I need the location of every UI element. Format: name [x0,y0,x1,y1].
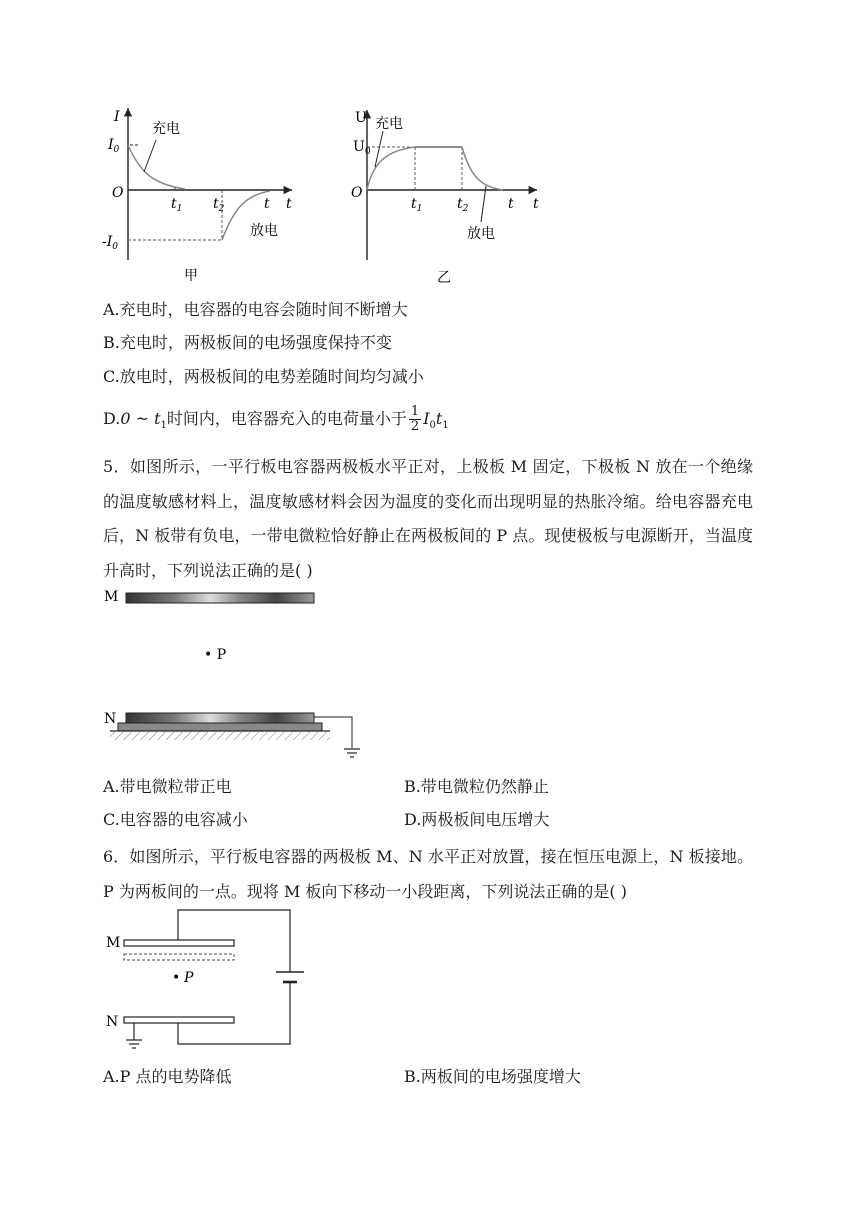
plate-m-moved-outline [124,954,234,960]
y-axis-label: U [355,110,367,126]
discharge-curve [462,147,503,190]
caption-yi: 乙 [437,270,451,286]
plate-m-label: M [104,589,119,605]
t-mid-label: t [508,196,514,212]
discharge-label: 放电 [467,226,495,242]
t-end-label: t [264,196,270,212]
point-p-label: • P [204,647,227,663]
t1-label: $t_1$ [171,196,183,214]
fraction-one-half: $\frac{1}{2}$ [410,404,420,434]
q5-option-b: B.带电微粒仍然静止 [404,777,549,796]
point-p-label: P [184,970,194,986]
temperature-material [118,723,322,731]
origin-label: O [112,185,124,201]
q5-stem: 5．如图所示，一平行板电容器两极板水平正对，上极板 M 固定，下极板 N 放在一个绝缘的温度敏感材料上，温度敏感材料会因为温度的变化而出现明显的热胀冷缩。给电容器充电后，N 板带有负电，一带电微粒恰好静止在两极板间的 P 点。现使极板与电源断开，当温度升高时，下列说法正确的是( ) [103,457,753,580]
i0-label: $I_0$ [108,137,120,155]
charge-curve [128,145,185,189]
q6-figure [100,900,310,1065]
plate-m-label: M [106,935,121,951]
plate-n [126,713,314,723]
q4-option-c: C.放电时，两极板间的电势差随时间均匀减小 [103,367,424,386]
x-axis-label: t [286,196,292,212]
discharge-label: 放电 [250,223,278,239]
charge-label: 充电 [152,121,180,137]
u0-label: $U_0$ [353,139,371,157]
q4-option-b: B.充电时，两极板间的电场强度保持不变 [103,333,392,352]
point-p-dot: • [172,970,181,986]
caption-jia: 甲 [184,268,198,284]
q5-option-d: D.两极板间电压增大 [404,810,550,829]
ground-icon [126,1040,142,1048]
plate-n [124,1017,234,1023]
plate-m [126,593,314,603]
q6-option-a: A.P 点的电势降低 [103,1067,232,1086]
plate-n-label: N [106,1014,119,1030]
graph-jia [100,100,310,290]
q4-option-a: A.充电时，电容器的电容会随时间不断增大 [103,300,408,319]
origin-label: O [351,185,363,201]
y-axis-label: I [114,109,120,125]
ground-icon [344,749,360,757]
x-axis-label: t [533,196,539,212]
t1-label: $t_1$ [411,196,423,214]
plate-n-label: N [104,711,117,727]
q5-option-a: A.带电微粒带正电 [103,777,232,796]
t2-label: $t_2$ [213,196,225,214]
q4-option-d: D.0 ~ $t_1$时间内，电容器充入的电荷量小于 $\frac{1}{2}$ $I_0t_1$ [103,404,449,434]
q6-stem: 6．如图所示，平行板电容器的两极板 M、N 水平正对放置，接在恒压电源上，N 板接地。P 为两板间的一点。现将 M 板向下移动一小段距离，下列说法正确的是( ) [103,847,753,901]
t2-label: $t_2$ [457,196,469,214]
q5-figure [100,585,380,770]
q5-option-c: C.电容器的电容减小 [103,810,248,829]
q6-option-b: B.两板间的电场强度增大 [404,1067,581,1086]
graph-yi [345,100,555,290]
charge-curve [367,147,415,190]
battery-icon [276,972,304,982]
plate-m [124,940,234,946]
neg-i0-label: $-I_0$ [102,234,118,252]
charge-label: 充电 [375,116,403,132]
